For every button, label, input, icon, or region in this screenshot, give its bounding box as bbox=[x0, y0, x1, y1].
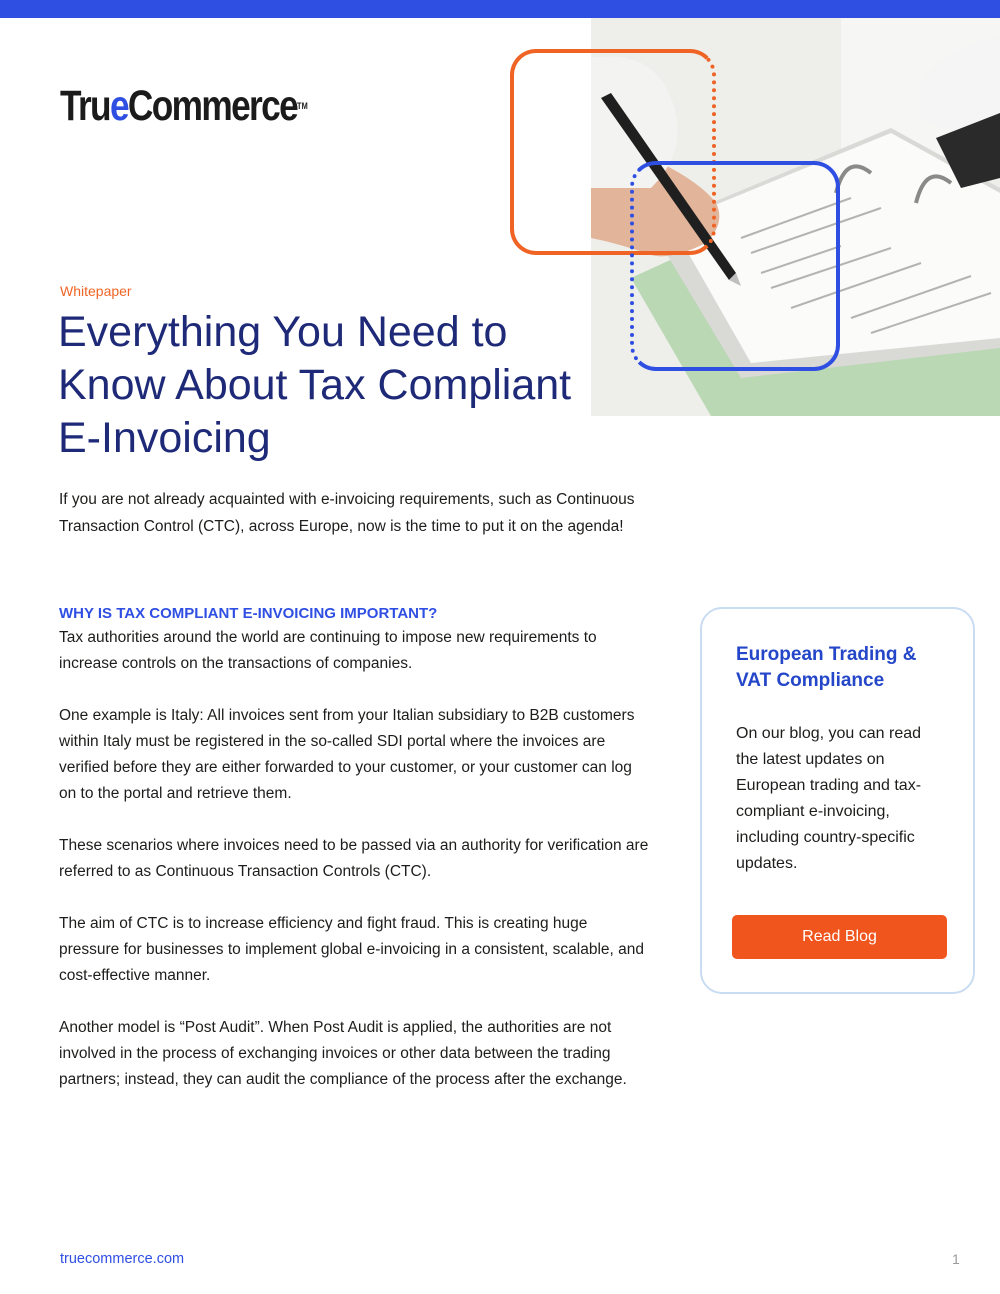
article-paragraph: The aim of CTC is to increase efficiency and fight fraud. This is creating huge pressure for businesses to implement global e-invoicing in a consistent, scalable, and cost-effective manner. bbox=[59, 915, 645, 984]
section-heading: WHY IS TAX COMPLIANT E-INVOICING IMPORTANT? bbox=[59, 605, 438, 622]
footer-website-link[interactable]: truecommerce.com bbox=[60, 1251, 185, 1267]
article-paragraph: One example is Italy: All invoices sent from your Italian subsidiary to B2B customers within Italy must be registered in the so-called SDI portal where the invoices are verified before they are either forwarded to your customer, or your customer can log on to the portal and retrieve them. bbox=[59, 707, 635, 802]
blog-promo-card bbox=[700, 607, 975, 994]
truecommerce-logo: TrueCommerce™ bbox=[60, 82, 308, 130]
document-type-label: Whitepaper bbox=[60, 283, 132, 299]
read-blog-button[interactable]: Read Blog bbox=[732, 915, 947, 959]
page-number: 1 bbox=[952, 1251, 960, 1267]
blue-frame-decoration bbox=[630, 161, 840, 371]
article-paragraph: Tax authorities around the world are continuing to impose new requirements to increase controls on the transactions of companies. bbox=[59, 629, 597, 672]
top-accent-bar bbox=[0, 0, 1000, 18]
intro-paragraph: If you are not already acquainted with e-invoicing requirements, such as Continuous Transaction Control (CTC), across Europe, now is the time to put it on the agenda! bbox=[59, 491, 635, 535]
article-paragraph: Another model is “Post Audit”. When Post Audit is applied, the authorities are not involved in the process of exchanging invoices or other data between the trading partners; instead, they can audit the compliance of the process after the exchange. bbox=[59, 1019, 627, 1088]
main-article bbox=[59, 603, 649, 1119]
article-paragraph: These scenarios where invoices need to be passed via an authority for verification are referred to as Continuous Transaction Controls (CTC). bbox=[59, 837, 649, 880]
page-title: Everything You Need to Know About Tax Compliant E-Invoicing bbox=[58, 308, 572, 462]
card-title: European Trading & VAT Compliance bbox=[736, 644, 917, 691]
card-body: On our blog, you can read the latest updates on European trading and tax-compliant e-invoicing, including country-specific updates. bbox=[736, 725, 922, 872]
